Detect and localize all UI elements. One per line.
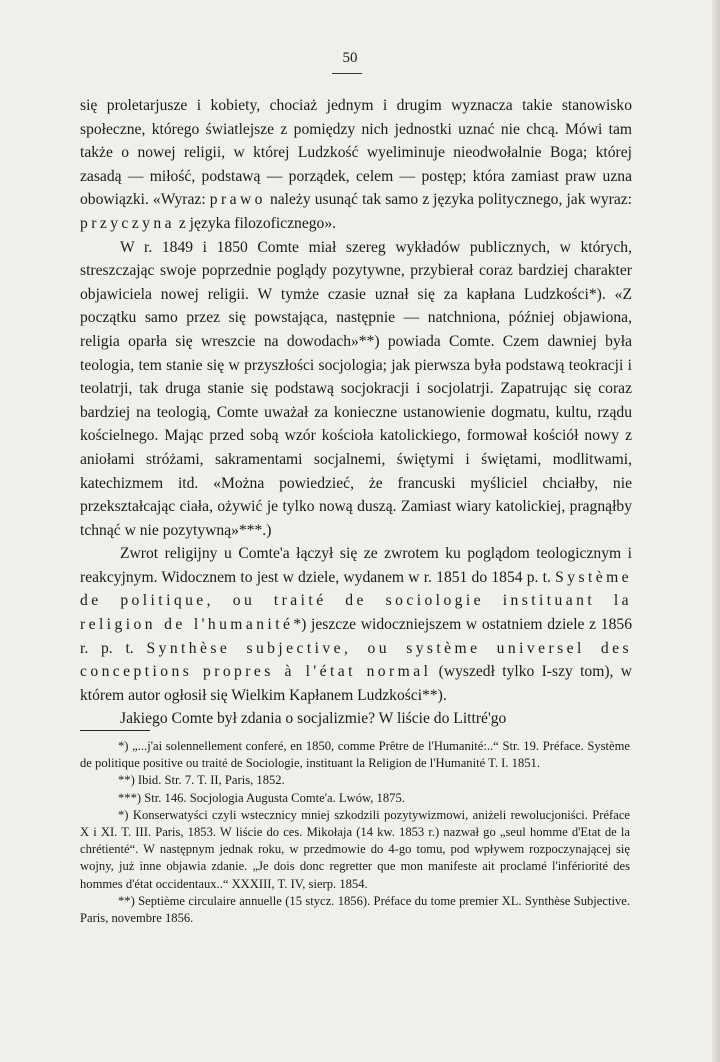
- text-run: *) jeszcze widoczniejszem w ostatniem dziele z 1856 r. p. t.: [80, 616, 632, 657]
- text-run: się proletarjusze i kobiety, chociaż jednym i drugim wyznacza takie stanowisko społeczne, którego światlejsze z pomiędzy nich jednostki uznać nie chcą. Mówi tam także o nowej religii, w której Ludzkość wyeliminuje nieodwołalnie Boga; której zasadą — miłość, podstawą — porządek, celem — postęp; która zamiast praw uzna obowiązki. «Wyraz:: [80, 97, 632, 209]
- text-run: (wyszedł tylko I-szy tom), w którem autor ogłosił się Wielkim Kapłanem Ludzkości**).: [80, 663, 633, 704]
- page-edge-shadow: [712, 0, 720, 1062]
- paragraph-p3: [80, 542, 632, 707]
- paragraph-p4: [80, 707, 632, 731]
- spaced-emphasis: Système de politique, ou traité de sociologie instituant la religion de l'humanité: [80, 568, 632, 634]
- footnote: ***) Str. 146. Socjologia Augusta Comte'a. Lwów, 1875.: [118, 790, 405, 805]
- text-run: Jakiego Comte był zdania o socjalizmie? W liście do Littré'go: [120, 710, 507, 728]
- footnote: **) Ibid. Str. 7. T. II, Paris, 1852.: [118, 773, 285, 788]
- footnotes: [80, 738, 630, 927]
- footnote: *) „...j'ai solennellement conferé, en 1850, comme Prêtre de l'Humanité:..“ Str. 19. Préface. Système de politique positive ou traité de Sociologie, instituant la Religion de l'Humanité T. I. 1851.: [80, 739, 630, 771]
- body-text: [80, 94, 632, 731]
- spaced-emphasis: Synthèse subjective, ou système universel des conceptions propres à l'état normal: [80, 639, 632, 681]
- page-number-underline: [332, 73, 362, 74]
- text-run: Zwrot religijny u Comte'a łączył się ze zwrotem ku poglądom teologicznym i reakcyjnym. Widocznem to jest w dziele, wydanem w r. 1851 do 1854 p. t.: [80, 545, 632, 586]
- text-run: należy usunąć tak samo z języka politycznego, jak wyraz:: [265, 191, 632, 209]
- text-run: z języka filozoficznego».: [174, 214, 337, 232]
- footnote: **) Septième circulaire annuelle (15 stycz. 1856). Préface du tome premier XL. Synthèse Subjective. Paris, novembre 1856.: [80, 893, 630, 926]
- footnote: *) Konserwatyści czyli wstecznicy mniej szkodzili pozytywizmowi, aniżeli rewolucjoniści. Préface X i XI. T. III. Paris, 1853. W liście do ces. Mikołaja (14 kw. 1853 r.) nazwał go „seul homme d'Etat de la chrétienté“. W następnym jednak roku, w przedmowie do 4-go tomu, pod wpływem rozpoczynającej się wojny, już inne objawia zdanie. „Je dois donc regretter que mon manifeste ait proclamé l'infériorité des hommes d'état occidentaux..“ XXXIII, T. IV, sierp. 1854.: [80, 807, 630, 891]
- footnote-divider: [80, 730, 150, 731]
- paragraph-p1: [80, 94, 632, 236]
- spaced-emphasis: przyczyna: [80, 214, 175, 232]
- spaced-emphasis: prawo: [209, 191, 266, 209]
- paragraph-p2: [80, 236, 632, 543]
- page-number: 50: [342, 50, 358, 66]
- text-run: W r. 1849 i 1850 Comte miał szereg wykładów publicznych, w których, streszczając swoje poprzednie poglądy pozytywne, przybierał coraz bardziej charakter objawiciela nowej religii. W tymże czasie uznał się za kapłana Ludzkości*). «Z początku samo przez się powstająca, następnie — natchniona, później objawiona, religia oparła się wreszcie na dowodach»**) powiada Comte. Czem dawniej była teologia, tem stanie się w przyszłości socjologia; jak pierwsza była podstawą teokracji i teolatrji, tak druga stanie się podstawą socjokracji i socjolatrji. Zapatrując się coraz bardziej na teologią, Comte uważał za konieczne ustanowienie dogmatu, kultu, rządu kościelnego. Mając przed sobą wzór kościoła katolickiego, formował kościół nowy z aniołami stróżami, sakramentami socjalnemi, świętymi i świętami, modlitwami, katechizmem itd. «Można powiedzieć, że francuski myśliciel chciałby, nie przekształcając ciała, ożywić je tylko nową duszą. Zamiast wiary katolickiej, pragnąłby tchnąć w nie pozytywną»***.): [80, 238, 632, 539]
